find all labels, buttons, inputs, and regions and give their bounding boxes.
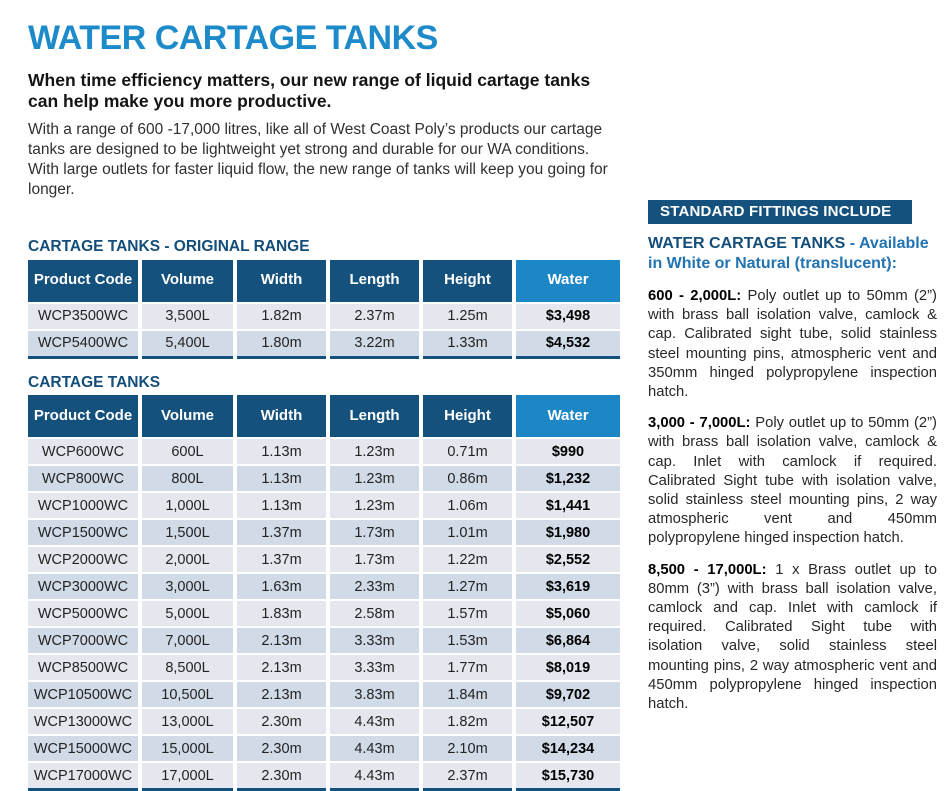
table-cell: 1.23m <box>328 492 421 519</box>
table-cell: 1.06m <box>421 492 514 519</box>
table-cell: WCP17000WC <box>28 762 140 790</box>
table-cell: $2,552 <box>514 546 620 573</box>
column-header-volume: Volume <box>140 260 235 303</box>
table-row <box>28 465 620 492</box>
table-cell: 2.10m <box>421 735 514 762</box>
fitting-range-lead: 3,000 - 7,000L: <box>648 415 751 432</box>
table-cell: 2.37m <box>328 303 421 330</box>
table-cell: 2.30m <box>235 762 328 790</box>
table-cell: 13,000L <box>140 708 235 735</box>
table-cell: $6,864 <box>514 627 620 654</box>
table-cell: WCP600WC <box>28 438 140 465</box>
table-row <box>28 546 620 573</box>
table-cell: 1.83m <box>235 600 328 627</box>
column-header-width: Width <box>235 260 328 303</box>
fittings-bar-title: STANDARD FITTINGS INCLUDE <box>648 200 912 224</box>
table-cell: 1.63m <box>235 573 328 600</box>
table-cell: 0.71m <box>421 438 514 465</box>
table-cell: 3.33m <box>328 627 421 654</box>
table-cell: 1.33m <box>421 330 514 358</box>
cartage-tanks-table <box>28 395 620 791</box>
table-cell: 2.13m <box>235 654 328 681</box>
table-cell: 2.30m <box>235 708 328 735</box>
table-header-row <box>28 260 620 303</box>
table-cell: 1.13m <box>235 438 328 465</box>
table-cell: 2.58m <box>328 600 421 627</box>
table-row <box>28 600 620 627</box>
table-cell: WCP15000WC <box>28 735 140 762</box>
page-title: WATER CARTAGE TANKS <box>28 19 438 57</box>
page-subtitle: When time efficiency matters, our new range of liquid cartage tanks can help make you more productive. <box>28 70 591 112</box>
table-cell: 4.43m <box>328 735 421 762</box>
column-header-width: Width <box>235 395 328 438</box>
table-cell: 3.22m <box>328 330 421 358</box>
column-header-length: Length <box>328 395 421 438</box>
table-row <box>28 492 620 519</box>
table-cell: $4,532 <box>514 330 620 358</box>
column-header-product-code: Product Code <box>28 260 140 303</box>
table-cell: 8,500L <box>140 654 235 681</box>
table-cell: 1.37m <box>235 519 328 546</box>
table-cell: 3.33m <box>328 654 421 681</box>
table-cell: $990 <box>514 438 620 465</box>
table-cell: 1.84m <box>421 681 514 708</box>
table-cell: $9,702 <box>514 681 620 708</box>
table-cell: 1.01m <box>421 519 514 546</box>
column-header-height: Height <box>421 395 514 438</box>
fittings-paragraph-mid-range <box>648 414 937 548</box>
column-header-water: Water <box>514 395 620 438</box>
fittings-paragraph-small-range <box>648 287 937 402</box>
sidebar-heading-availability: - Available in White or Natural (translucent): <box>648 235 929 273</box>
main-column <box>28 18 620 791</box>
table-cell: 1.80m <box>235 330 328 358</box>
fittings-sidebar <box>648 200 937 714</box>
table-row <box>28 654 620 681</box>
table-cell: 1.13m <box>235 465 328 492</box>
sidebar-heading-product: WATER CARTAGE TANKS <box>648 235 846 252</box>
table-cell: WCP13000WC <box>28 708 140 735</box>
fitting-range-text: Poly outlet up to 50mm (2”) with brass ball isolation valve, camlock & cap. Inlet with camlock if required. Calibrated Sight tube with isolation valve, solid stainless steel mounting pins, 2 way atmospheric vent and 450mm polypropylene hinged inspection hatch. <box>648 415 937 547</box>
table-cell: WCP5400WC <box>28 330 140 358</box>
table-row <box>28 762 620 790</box>
table-cell: 17,000L <box>140 762 235 790</box>
section-heading-cartage-tanks: CARTAGE TANKS <box>28 373 161 391</box>
table-cell: 1.73m <box>328 546 421 573</box>
column-header-length: Length <box>328 260 421 303</box>
table-cell: $8,019 <box>514 654 620 681</box>
table-cell: 1.23m <box>328 465 421 492</box>
table-cell: 7,000L <box>140 627 235 654</box>
table-cell: 2.37m <box>421 762 514 790</box>
table-header-row <box>28 395 620 438</box>
table-cell: 2.33m <box>328 573 421 600</box>
sidebar-heading <box>648 234 937 275</box>
table-cell: 2.13m <box>235 681 328 708</box>
table-cell: 10,500L <box>140 681 235 708</box>
table-row <box>28 735 620 762</box>
table-cell: WCP8500WC <box>28 654 140 681</box>
column-header-height: Height <box>421 260 514 303</box>
column-header-product-code: Product Code <box>28 395 140 438</box>
table-cell: 1.57m <box>421 600 514 627</box>
table-cell: 1.22m <box>421 546 514 573</box>
table-cell: $1,441 <box>514 492 620 519</box>
table-row <box>28 438 620 465</box>
table-cell: WCP10500WC <box>28 681 140 708</box>
table-cell: 0.86m <box>421 465 514 492</box>
table-cell: $1,232 <box>514 465 620 492</box>
table-cell: WCP2000WC <box>28 546 140 573</box>
table-cell: 1.53m <box>421 627 514 654</box>
section-heading-original-range: CARTAGE TANKS - ORIGINAL RANGE <box>28 238 310 256</box>
table-row <box>28 330 620 358</box>
table-cell: 15,000L <box>140 735 235 762</box>
table-row <box>28 627 620 654</box>
table-row <box>28 519 620 546</box>
table-cell: WCP5000WC <box>28 600 140 627</box>
table-cell: 3,000L <box>140 573 235 600</box>
table-cell: WCP1000WC <box>28 492 140 519</box>
table-cell: 1,000L <box>140 492 235 519</box>
intro-paragraph: With a range of 600 -17,000 litres, like all of West Coast Poly’s products our cartage tanks are designed to be lightweight yet strong and durable for our WA conditions. With large outlets for faster liquid flow, the new range of tanks will keep you going for longer. <box>28 121 608 199</box>
table-cell: $1,980 <box>514 519 620 546</box>
fittings-paragraph-large-range <box>648 561 937 715</box>
table-cell: $5,060 <box>514 600 620 627</box>
table-cell: 1.27m <box>421 573 514 600</box>
table-cell: WCP3500WC <box>28 303 140 330</box>
table-cell: 3,500L <box>140 303 235 330</box>
column-header-volume: Volume <box>140 395 235 438</box>
table-cell: WCP1500WC <box>28 519 140 546</box>
table-cell: $3,498 <box>514 303 620 330</box>
table-cell: 1.13m <box>235 492 328 519</box>
table-cell: 5,000L <box>140 600 235 627</box>
table-cell: 4.43m <box>328 708 421 735</box>
table-row <box>28 681 620 708</box>
original-range-table <box>28 260 620 359</box>
fitting-range-text: 1 x Brass outlet up to 80mm (3”) with brass ball isolation valve, camlock and cap. Inlet with camlock if required. Calibrated Sight tube with isolation valve, solid stainless steel mounting pins, 2 way atmospheric vent and 450mm polypropylene hinged inspection hatch. <box>648 561 937 712</box>
fitting-range-lead: 8,500 - 17,000L: <box>648 561 767 578</box>
table-cell: 2,000L <box>140 546 235 573</box>
table-cell: 1.25m <box>421 303 514 330</box>
table-cell: $3,619 <box>514 573 620 600</box>
table-cell: 600L <box>140 438 235 465</box>
table-cell: 4.43m <box>328 762 421 790</box>
column-header-water: Water <box>514 260 620 303</box>
table-cell: 2.13m <box>235 627 328 654</box>
table-cell: $15,730 <box>514 762 620 790</box>
table-cell: $12,507 <box>514 708 620 735</box>
table-cell: 2.30m <box>235 735 328 762</box>
table-cell: 1.82m <box>235 303 328 330</box>
table-cell: 3.83m <box>328 681 421 708</box>
table-cell: 1.23m <box>328 438 421 465</box>
table-row <box>28 303 620 330</box>
table-cell: 1.37m <box>235 546 328 573</box>
table-cell: 800L <box>140 465 235 492</box>
table-cell: WCP3000WC <box>28 573 140 600</box>
fitting-range-text: Poly outlet up to 50mm (2”) with brass ball isolation valve, camlock & cap. Calibrated sight tube, solid stainless steel mounting pins, atmospheric vent and 350mm hinged polypropylene inspection hatch. <box>648 287 937 400</box>
table-cell: WCP800WC <box>28 465 140 492</box>
fitting-range-lead: 600 - 2,000L: <box>648 287 742 304</box>
table-cell: 1,500L <box>140 519 235 546</box>
table-row <box>28 573 620 600</box>
table-cell: 5,400L <box>140 330 235 358</box>
table-cell: WCP7000WC <box>28 627 140 654</box>
table-cell: $14,234 <box>514 735 620 762</box>
table-cell: 1.77m <box>421 654 514 681</box>
table-row <box>28 708 620 735</box>
table-cell: 1.82m <box>421 708 514 735</box>
table-cell: 1.73m <box>328 519 421 546</box>
